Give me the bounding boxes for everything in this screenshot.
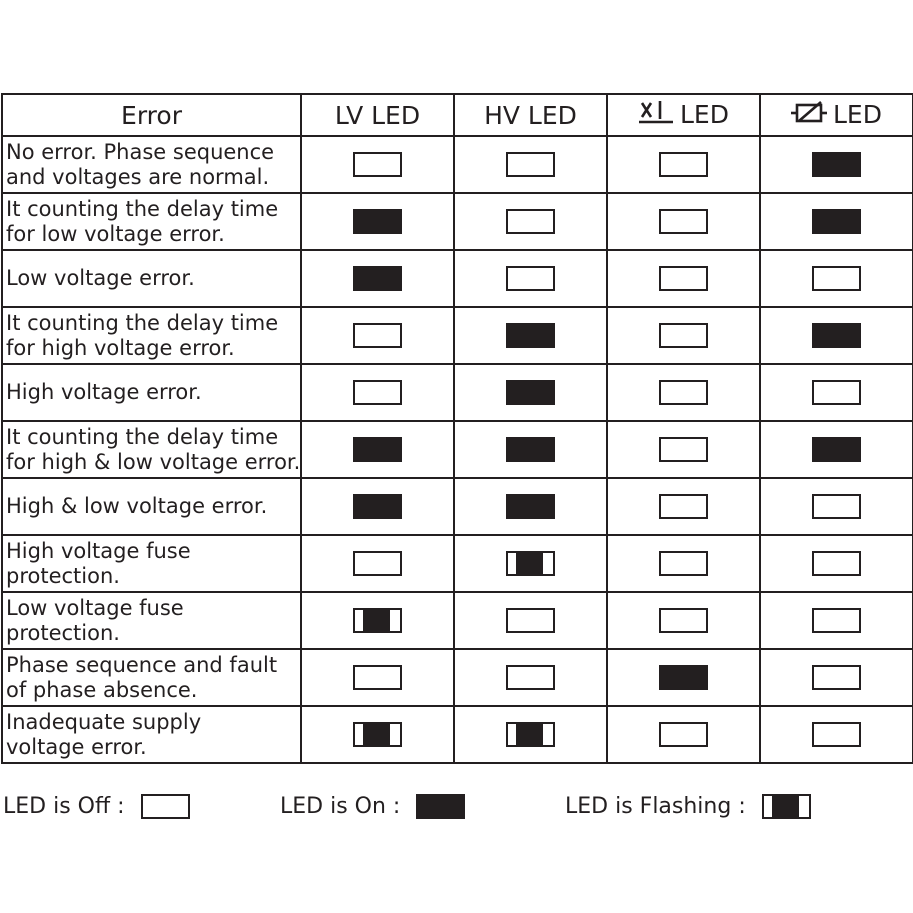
error-text-line-1: High voltage fuse bbox=[6, 538, 191, 563]
header-phase-led bbox=[607, 94, 760, 136]
error-text-line-1: No error. Phase sequence bbox=[6, 139, 275, 164]
error-text-line-2: of phase absence. bbox=[6, 677, 198, 702]
lv-led-cell bbox=[301, 592, 454, 649]
header-phase-led-label: LED bbox=[680, 99, 729, 129]
led-off-indicator bbox=[659, 266, 708, 291]
led-off-indicator bbox=[659, 323, 708, 348]
led-on-indicator bbox=[506, 437, 555, 462]
led-off-indicator bbox=[812, 608, 861, 633]
error-description bbox=[2, 478, 301, 535]
hv-led-cell bbox=[454, 592, 607, 649]
phase-led-cell bbox=[607, 193, 760, 250]
legend-off-label: LED is Off : bbox=[3, 793, 125, 819]
led-off-indicator bbox=[506, 152, 555, 177]
phase-led-cell bbox=[607, 649, 760, 706]
hv-led-cell bbox=[454, 307, 607, 364]
relay-led-cell bbox=[760, 136, 913, 193]
led-off-indicator bbox=[659, 722, 708, 747]
hv-led-cell bbox=[454, 421, 607, 478]
led-on-indicator bbox=[506, 380, 555, 405]
hv-led-cell bbox=[454, 193, 607, 250]
header-hv-led: HV LED bbox=[454, 94, 607, 136]
lv-led-cell bbox=[301, 706, 454, 763]
relay-led-cell bbox=[760, 706, 913, 763]
led-off-indicator bbox=[353, 551, 402, 576]
led-off-indicator bbox=[353, 380, 402, 405]
error-description bbox=[2, 421, 301, 478]
led-on-indicator bbox=[812, 323, 861, 348]
led-off-indicator bbox=[353, 152, 402, 177]
led-on-indicator bbox=[353, 494, 402, 519]
table-row bbox=[2, 193, 913, 250]
led-off-indicator bbox=[506, 608, 555, 633]
error-text-line-2: voltage error. bbox=[6, 734, 147, 759]
phase-led-cell bbox=[607, 136, 760, 193]
led-off-indicator bbox=[659, 152, 708, 177]
led-off-indicator bbox=[812, 380, 861, 405]
phase-sequence-icon bbox=[638, 101, 674, 131]
led-on-indicator bbox=[353, 437, 402, 462]
header-error: Error bbox=[2, 94, 301, 136]
relay-led-cell bbox=[760, 250, 913, 307]
led-off-indicator bbox=[659, 437, 708, 462]
relay-led-cell bbox=[760, 478, 913, 535]
lv-led-cell bbox=[301, 421, 454, 478]
relay-led-cell bbox=[760, 535, 913, 592]
error-description bbox=[2, 307, 301, 364]
led-flash-indicator bbox=[353, 608, 402, 633]
legend-on-label: LED is On : bbox=[280, 793, 401, 819]
phase-led-cell bbox=[607, 250, 760, 307]
lv-led-cell bbox=[301, 193, 454, 250]
led-off-indicator bbox=[659, 551, 708, 576]
led-flash-indicator bbox=[353, 722, 402, 747]
table-row bbox=[2, 706, 913, 763]
error-text-line-1: Inadequate supply bbox=[6, 709, 202, 734]
header-relay-led bbox=[760, 94, 913, 136]
relay-led-cell bbox=[760, 421, 913, 478]
lv-led-cell bbox=[301, 649, 454, 706]
phase-led-cell bbox=[607, 307, 760, 364]
error-text-line-1: Low voltage error. bbox=[6, 266, 195, 290]
led-off-indicator bbox=[659, 494, 708, 519]
table-row bbox=[2, 307, 913, 364]
error-description bbox=[2, 136, 301, 193]
led-on-indicator bbox=[812, 437, 861, 462]
lv-led-cell bbox=[301, 535, 454, 592]
lv-led-cell bbox=[301, 364, 454, 421]
led-off-indicator bbox=[506, 209, 555, 234]
hv-led-cell bbox=[454, 364, 607, 421]
led-flash-indicator bbox=[506, 551, 555, 576]
phase-led-cell bbox=[607, 535, 760, 592]
led-on-indicator bbox=[416, 794, 465, 819]
table-row bbox=[2, 478, 913, 535]
hv-led-cell bbox=[454, 250, 607, 307]
legend bbox=[0, 790, 913, 822]
error-text-line-1: It counting the delay time bbox=[6, 310, 279, 335]
error-description bbox=[2, 592, 301, 649]
error-text-line-2: protection. bbox=[6, 620, 120, 645]
relay-led-cell bbox=[760, 649, 913, 706]
led-on-indicator bbox=[659, 665, 708, 690]
lv-led-cell bbox=[301, 136, 454, 193]
hv-led-cell bbox=[454, 136, 607, 193]
error-text-line-2: for high & low voltage error. bbox=[6, 449, 301, 474]
table-row bbox=[2, 250, 913, 307]
error-text-line-2: for high voltage error. bbox=[6, 335, 235, 360]
table-body bbox=[2, 136, 913, 763]
header-row bbox=[2, 94, 913, 136]
led-flashing-indicator bbox=[762, 794, 811, 819]
table-row bbox=[2, 649, 913, 706]
led-off-indicator bbox=[353, 665, 402, 690]
error-text-line-1: It counting the delay time bbox=[6, 424, 279, 449]
legend-flash bbox=[565, 790, 811, 822]
led-on-indicator bbox=[353, 266, 402, 291]
led-off-indicator bbox=[812, 494, 861, 519]
error-text-line-2: protection. bbox=[6, 563, 120, 588]
led-on-indicator bbox=[506, 323, 555, 348]
led-on-indicator bbox=[506, 494, 555, 519]
error-description bbox=[2, 706, 301, 763]
led-off-indicator bbox=[353, 323, 402, 348]
error-description bbox=[2, 250, 301, 307]
error-text-line-2: for low voltage error. bbox=[6, 221, 225, 246]
error-text-line-1: High voltage error. bbox=[6, 380, 202, 404]
led-off-indicator bbox=[659, 209, 708, 234]
legend-on bbox=[280, 790, 465, 822]
error-description bbox=[2, 193, 301, 250]
led-off-indicator bbox=[659, 380, 708, 405]
led-flash-indicator bbox=[506, 722, 555, 747]
led-off-indicator bbox=[506, 266, 555, 291]
phase-led-cell bbox=[607, 478, 760, 535]
table-row bbox=[2, 535, 913, 592]
hv-led-cell bbox=[454, 535, 607, 592]
led-off-indicator bbox=[812, 722, 861, 747]
lv-led-cell bbox=[301, 307, 454, 364]
error-text-line-1: Low voltage fuse bbox=[6, 595, 184, 620]
phase-led-cell bbox=[607, 592, 760, 649]
error-text-line-2: and voltages are normal. bbox=[6, 164, 270, 189]
led-on-indicator bbox=[812, 209, 861, 234]
relay-led-cell bbox=[760, 307, 913, 364]
error-description bbox=[2, 364, 301, 421]
error-description bbox=[2, 535, 301, 592]
legend-off bbox=[3, 790, 190, 822]
table-row bbox=[2, 592, 913, 649]
led-off-indicator bbox=[812, 551, 861, 576]
hv-led-cell bbox=[454, 706, 607, 763]
table-row bbox=[2, 364, 913, 421]
header-relay-led-label: LED bbox=[833, 99, 882, 129]
led-status-table bbox=[1, 93, 913, 764]
lv-led-cell bbox=[301, 250, 454, 307]
hv-led-cell bbox=[454, 478, 607, 535]
lv-led-cell bbox=[301, 478, 454, 535]
table-row bbox=[2, 421, 913, 478]
error-text-line-1: It counting the delay time bbox=[6, 196, 279, 221]
relay-coil-icon bbox=[791, 101, 827, 131]
relay-led-cell bbox=[760, 193, 913, 250]
error-description bbox=[2, 649, 301, 706]
hv-led-cell bbox=[454, 649, 607, 706]
header-lv-led: LV LED bbox=[301, 94, 454, 136]
relay-led-cell bbox=[760, 592, 913, 649]
led-off-indicator bbox=[659, 608, 708, 633]
legend-flash-label: LED is Flashing : bbox=[565, 793, 746, 819]
error-text-line-1: Phase sequence and fault bbox=[6, 652, 278, 677]
led-off-indicator bbox=[506, 665, 555, 690]
phase-led-cell bbox=[607, 706, 760, 763]
table-row bbox=[2, 136, 913, 193]
error-text-line-1: High & low voltage error. bbox=[6, 494, 268, 518]
phase-led-cell bbox=[607, 364, 760, 421]
led-off-indicator bbox=[141, 794, 190, 819]
phase-led-cell bbox=[607, 421, 760, 478]
led-off-indicator bbox=[812, 665, 861, 690]
relay-led-cell bbox=[760, 364, 913, 421]
led-off-indicator bbox=[812, 266, 861, 291]
led-on-indicator bbox=[353, 209, 402, 234]
led-on-indicator bbox=[812, 152, 861, 177]
